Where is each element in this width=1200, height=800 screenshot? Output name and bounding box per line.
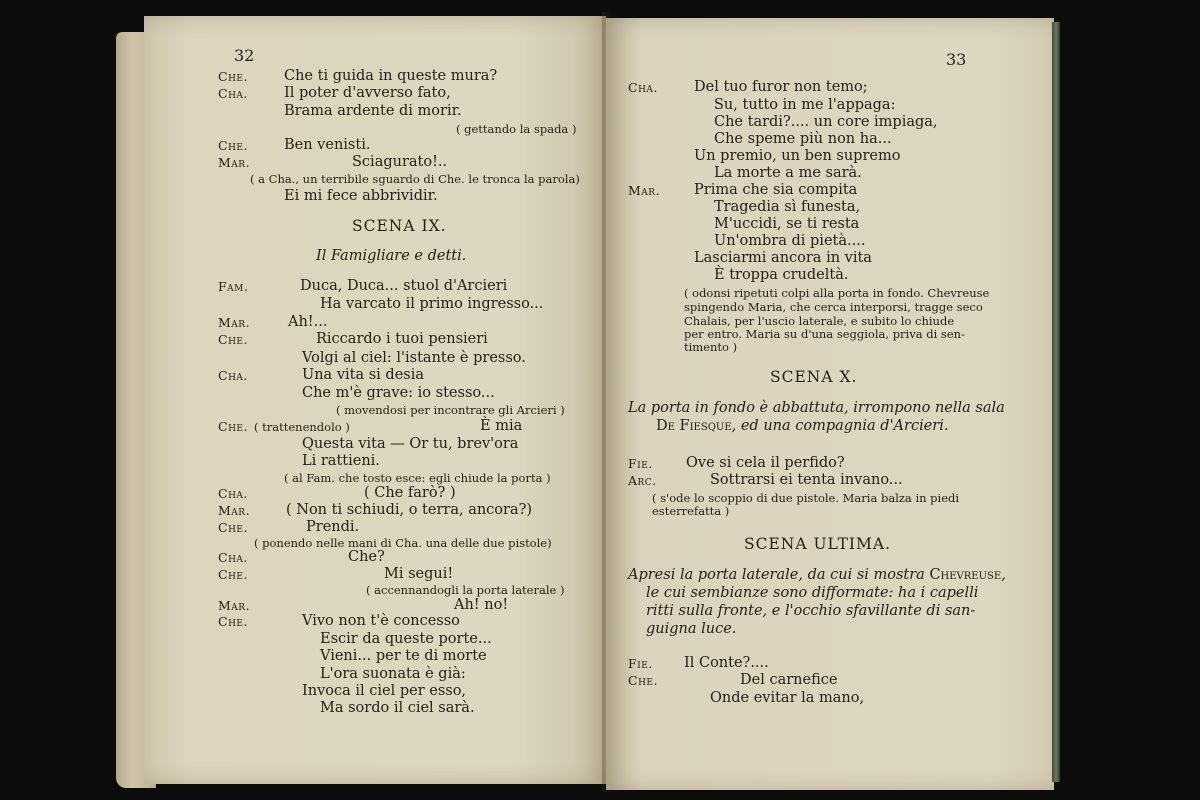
- scene-subtitle: Il Famigliare e detti.: [316, 248, 467, 264]
- verse-line: Un'ombra di pietà....: [714, 233, 866, 249]
- speaker: Mar.: [218, 598, 251, 613]
- verse-line: Questa vita — Or tu, brev'ora: [302, 436, 519, 452]
- verse-line: Vivo non t'è concesso: [302, 613, 460, 629]
- scene-heading: SCENA ULTIMA.: [744, 535, 892, 553]
- verse-line: Prendi.: [306, 519, 360, 535]
- stage-direction: ( al Fam. che tosto esce: egli chiude la porta ): [284, 471, 551, 485]
- verse-line: Che m'è grave: io stesso...: [302, 385, 495, 401]
- verse-line: Su, tutto in me l'appaga:: [714, 97, 896, 113]
- stage-direction: ( a Cha., un terribile sguardo di Che. le tronca la parola): [250, 172, 580, 186]
- scene-heading: SCENA IX.: [352, 217, 447, 235]
- speaker: Mar.: [218, 315, 251, 330]
- verse-line: Mi segui!: [384, 566, 454, 582]
- scene-description-text: , ed una compagnia d'Arcieri.: [731, 418, 949, 434]
- speaker: Mar.: [218, 503, 251, 518]
- stage-direction: ( movendosi per incontrare gli Arcieri ): [336, 403, 565, 417]
- verse-line: La morte a me sarà.: [714, 165, 862, 181]
- scene-description: [656, 419, 948, 434]
- verse-line: Un premio, un ben supremo: [694, 148, 901, 164]
- verse-line: Del carnefice: [740, 672, 838, 688]
- stage-direction: esterrefatta ): [652, 504, 730, 518]
- scene-description-text: Apresi la porta laterale, da cui si mostra: [628, 567, 930, 583]
- verse-line: È troppa crudeltà.: [714, 267, 849, 283]
- stage-direction: ( ponendo nelle mani di Cha. una delle due pistole): [254, 536, 552, 550]
- stage-direction: timento ): [684, 340, 738, 354]
- character-name: Chevreuse: [929, 567, 1002, 583]
- verse-line: Li rattieni.: [302, 453, 380, 469]
- verse-line: Vieni... per te di morte: [320, 648, 487, 664]
- speaker: Arc.: [628, 473, 657, 488]
- stage-direction: ( accennandogli la porta laterale ): [366, 583, 565, 597]
- verse-line: Che tardi?.... un core impiaga,: [714, 114, 938, 130]
- right-page: [606, 18, 1054, 790]
- stage-direction: ( trattenendolo ): [254, 420, 350, 434]
- verse-line: M'uccidi, se ti resta: [714, 216, 860, 232]
- scene-description: guigna luce.: [646, 621, 737, 637]
- speaker: Fam.: [218, 279, 249, 294]
- verse-line: Sciagurato!..: [352, 154, 448, 170]
- verse-line: Prima che sia compita: [694, 182, 858, 198]
- speaker: Cha.: [218, 486, 248, 501]
- verse-line: Una vita si desia: [302, 367, 424, 383]
- stage-direction: ( odonsi ripetuti colpi alla porta in fondo. Chevreuse: [684, 286, 990, 300]
- speaker: Che.: [218, 567, 248, 582]
- speaker: Mar.: [218, 155, 251, 170]
- verse-line: ( Che farò? ): [364, 485, 456, 501]
- verse-line: Che?: [348, 549, 385, 565]
- speaker: Che.: [628, 673, 658, 688]
- verse-line: Ha varcato il primo ingresso...: [320, 296, 544, 312]
- stage-direction: per entro. Maria su d'una seggiola, priva di sen-: [684, 327, 965, 341]
- speaker: Fie.: [628, 456, 653, 471]
- verse-line: Invoca il ciel per esso,: [302, 683, 467, 699]
- stage-direction: ( s'ode lo scoppio di due pistole. Maria balza in piedi: [652, 491, 960, 505]
- open-book: [108, 12, 1056, 788]
- verse-line: Ah!...: [288, 314, 328, 330]
- verse-line: Ei mi fece abbrividir.: [284, 188, 438, 204]
- verse-line: Ove si cela il perfido?: [686, 455, 845, 471]
- verse-line: ( Non ti schiudi, o terra, ancora?): [286, 502, 533, 518]
- verse-line: È mia: [480, 418, 523, 434]
- speaker: Che.: [218, 69, 248, 84]
- speaker: Cha.: [218, 368, 248, 383]
- page-number: 32: [234, 46, 255, 65]
- verse-line: Tragedia sì funesta,: [714, 199, 861, 215]
- scene-description: [628, 568, 1006, 583]
- cover-edge: [1052, 22, 1060, 782]
- stage-direction: ( gettando la spada ): [456, 122, 577, 136]
- verse-line: Volgi al ciel: l'istante è presso.: [302, 350, 526, 366]
- verse-line: Brama ardente di morir.: [284, 103, 462, 119]
- scene-description: le cui sembianze sono difformate: ha i capelli: [646, 585, 979, 601]
- speaker: Fie.: [628, 656, 653, 671]
- verse-line: Ma sordo il ciel sarà.: [320, 700, 475, 716]
- stage-direction: spingendo Maria, che cerca interporsi, tragge seco: [684, 300, 983, 314]
- verse-line: Ah! no!: [454, 597, 509, 613]
- speaker: Cha.: [218, 86, 248, 101]
- verse-line: Onde evitar la mano,: [710, 690, 865, 706]
- speaker: Che.: [218, 419, 248, 434]
- verse-line: Riccardo i tuoi pensieri: [316, 331, 488, 347]
- speaker: Che.: [218, 614, 248, 629]
- page-number: 33: [946, 50, 967, 69]
- speaker: Che.: [218, 520, 248, 535]
- speaker: Che.: [218, 332, 248, 347]
- verse-line: L'ora suonata è già:: [320, 666, 466, 682]
- speaker: Che.: [218, 138, 248, 153]
- verse-line: Del tuo furor non temo;: [694, 79, 868, 95]
- speaker: Cha.: [628, 80, 658, 95]
- stage-direction: Chalais, per l'uscio laterale, e subito lo chiude: [684, 314, 955, 328]
- scene-description: La porta in fondo è abbattuta, irrompono nella sala: [628, 400, 1005, 416]
- verse-line: Escir da queste porte...: [320, 631, 492, 647]
- verse-line: Lasciarmi ancora in vita: [694, 250, 872, 266]
- speaker: Cha.: [218, 550, 248, 565]
- verse-line: Il Conte?....: [684, 655, 769, 671]
- verse-line: Sottrarsi ei tenta invano...: [710, 472, 903, 488]
- scene-heading: SCENA X.: [770, 368, 858, 386]
- verse-line: Il poter d'avverso fato,: [284, 85, 451, 101]
- verse-line: Duca, Duca... stuol d'Arcieri: [300, 278, 508, 294]
- verse-line: Che speme più non ha...: [714, 131, 892, 147]
- verse-line: Ben venisti.: [284, 137, 371, 153]
- verse-line: Che ti guida in queste mura?: [284, 68, 498, 84]
- scene-description-text: ,: [1001, 567, 1006, 583]
- left-page: [144, 16, 606, 784]
- scene-description: ritti sulla fronte, e l'occhio sfavillante di san-: [646, 603, 976, 619]
- character-name: De Fiesque: [656, 418, 732, 434]
- speaker: Mar.: [628, 183, 661, 198]
